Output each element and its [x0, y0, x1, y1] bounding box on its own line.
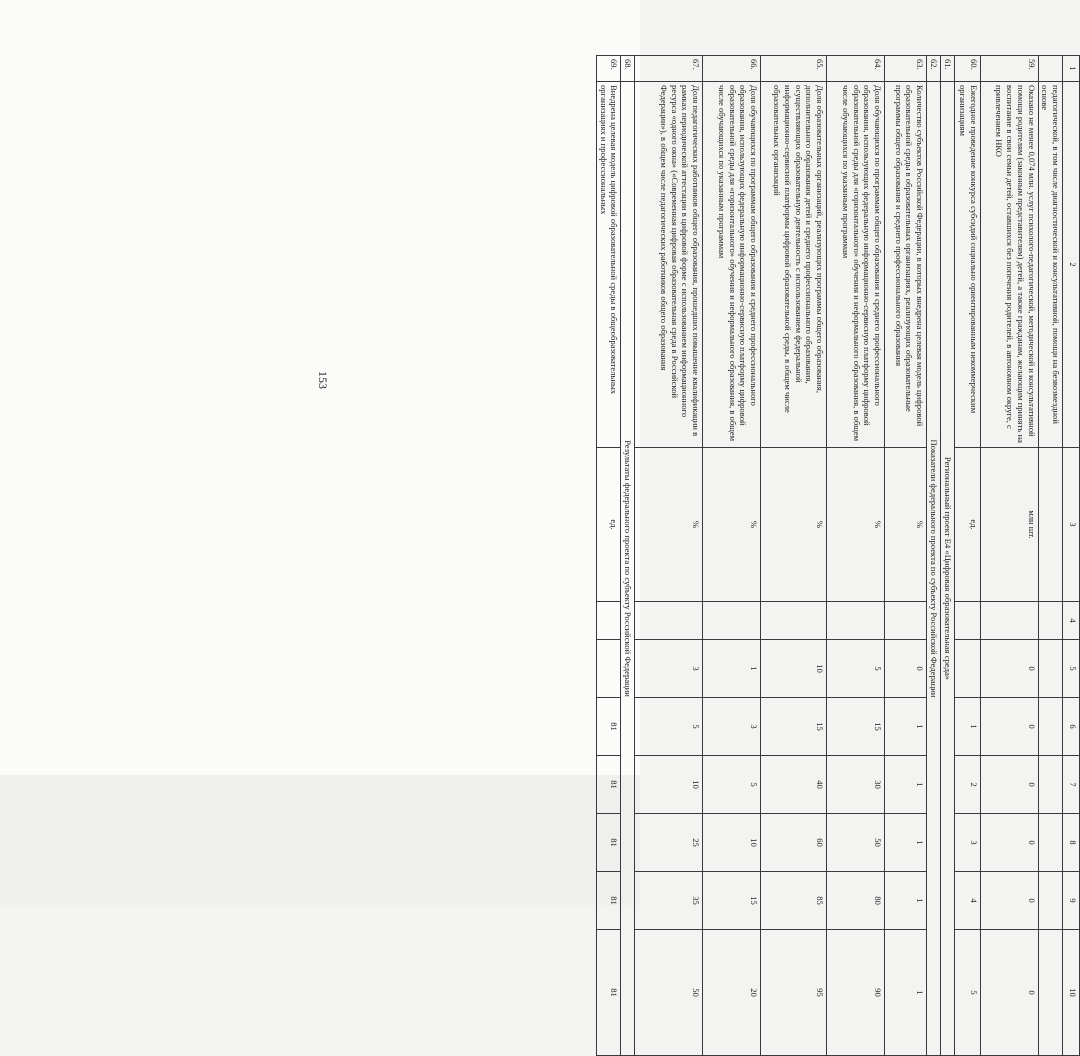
- section-row: [927, 56, 941, 1056]
- value-cell: 20: [703, 930, 761, 1056]
- value-cell: 95: [761, 930, 827, 1056]
- value-cell: 5: [703, 756, 761, 814]
- value-cell: [980, 602, 1038, 640]
- section-row: [621, 56, 635, 1056]
- row-number-cell: 59.: [980, 56, 1038, 82]
- value-cell: 80: [827, 872, 885, 930]
- value-cell: 5: [635, 698, 703, 756]
- header-cell: 5: [1063, 640, 1080, 698]
- value-cell: 3: [703, 698, 761, 756]
- value-cell: 50: [635, 930, 703, 1056]
- table-row: [827, 56, 885, 1056]
- table-row: [954, 56, 980, 1056]
- value-cell: 1: [885, 872, 927, 930]
- header-cell: 4: [1063, 602, 1080, 640]
- row-number-cell: 65.: [761, 56, 827, 82]
- indicator-name-cell: Доля педагогических работников общего образования, прошедших повышение квалификации в рамках периодической аттестации в цифровой форме с использованием информационного ресурса «одного окна» («Современная цифровая образовательная среда в Российской Федерации»), в общем числе педагогических работников общего образования: [635, 82, 703, 448]
- value-cell: 0: [980, 756, 1038, 814]
- table-row: [980, 56, 1038, 1056]
- value-cell: [1038, 698, 1062, 756]
- unit-cell: %: [761, 448, 827, 602]
- value-cell: 10: [635, 756, 703, 814]
- header-cell: 6: [1063, 698, 1080, 756]
- value-cell: [1038, 930, 1062, 1056]
- value-cell: 4: [954, 872, 980, 930]
- value-cell: 10: [761, 640, 827, 698]
- header-cell: 1: [1063, 56, 1080, 82]
- value-cell: 0: [980, 930, 1038, 1056]
- indicator-name-cell: Внедрена целевая модель цифровой образовательной среды в общеобразовательных организациях и профессиональных: [596, 82, 620, 448]
- row-number-cell: 60.: [954, 56, 980, 82]
- value-cell: 0: [980, 698, 1038, 756]
- indicator-name-cell: Ежегодное проведение конкурса субсидий социально ориентированным некоммерческим организациям: [954, 82, 980, 448]
- value-cell: 15: [827, 698, 885, 756]
- value-cell: [1038, 814, 1062, 872]
- indicator-name-cell: Доля обучающихся по программам общего образования и среднего профессионального образования, использующих федеральную информационно-сервисную платформу цифровой образовательной среды для «горизонтального» обучения и неформального образования, в общем числе обучающихся по указанным программам: [827, 82, 885, 448]
- row-number-cell: 69.: [596, 56, 620, 82]
- page-number: 153: [316, 371, 330, 389]
- row-number-cell: 64.: [827, 56, 885, 82]
- value-cell: 1: [703, 640, 761, 698]
- value-cell: 3: [635, 640, 703, 698]
- value-cell: [1038, 872, 1062, 930]
- value-cell: 15: [761, 698, 827, 756]
- value-cell: [954, 602, 980, 640]
- value-cell: 1: [954, 698, 980, 756]
- section-title-cell: Показатели федерального проекта по субъекту Российской Федерации: [927, 82, 941, 1056]
- row-number-cell: 61.: [940, 56, 954, 82]
- row-number-cell: 62.: [927, 56, 941, 82]
- value-cell: 1: [885, 814, 927, 872]
- value-cell: 85: [761, 872, 827, 930]
- section-title-cell: Результаты федерального проекта по субъекту Российской Федерации: [621, 82, 635, 1056]
- row-number-cell: [1038, 56, 1062, 82]
- value-cell: 25: [635, 814, 703, 872]
- header-cell: 7: [1063, 756, 1080, 814]
- value-cell: 0: [885, 640, 927, 698]
- value-cell: 35: [635, 872, 703, 930]
- header-cell: 9: [1063, 872, 1080, 930]
- value-cell: [761, 602, 827, 640]
- unit-cell: ед.: [596, 448, 620, 602]
- value-cell: [1038, 640, 1062, 698]
- rotated-table-container: [578, 55, 1080, 1055]
- unit-cell: %: [885, 448, 927, 602]
- unit-cell: млн шт.: [980, 448, 1038, 602]
- value-cell: 81: [596, 814, 620, 872]
- value-cell: 81: [596, 756, 620, 814]
- unit-cell: %: [703, 448, 761, 602]
- value-cell: [635, 602, 703, 640]
- row-number-cell: 68.: [621, 56, 635, 82]
- value-cell: [885, 602, 927, 640]
- unit-cell: [1038, 448, 1062, 602]
- value-cell: [827, 602, 885, 640]
- value-cell: 40: [761, 756, 827, 814]
- value-cell: 10: [703, 814, 761, 872]
- section-title-cell: Региональный проект Е4 «Цифровая образовательная среда»: [940, 82, 954, 1056]
- indicators-table: [596, 55, 1080, 1056]
- value-cell: 1: [885, 930, 927, 1056]
- indicator-name-cell: Доля обучающихся по программам общего образования и среднего профессионального образования, использующих федеральную информационно-сервисную платформу цифровой образовательной среды для «горизонтального» обучения и неформального образования, в общем числе обучающихся по указанным программам: [703, 82, 761, 448]
- value-cell: [954, 640, 980, 698]
- value-cell: 1: [885, 698, 927, 756]
- value-cell: 15: [703, 872, 761, 930]
- header-cell: 8: [1063, 814, 1080, 872]
- value-cell: 0: [980, 814, 1038, 872]
- unit-cell: ед.: [954, 448, 980, 602]
- table-row: [635, 56, 703, 1056]
- value-cell: [596, 640, 620, 698]
- value-cell: 81: [596, 698, 620, 756]
- table-row: [1038, 56, 1062, 1056]
- value-cell: 5: [827, 640, 885, 698]
- value-cell: [1038, 602, 1062, 640]
- value-cell: 0: [980, 640, 1038, 698]
- value-cell: 1: [885, 756, 927, 814]
- table-row: [761, 56, 827, 1056]
- indicator-name-cell: Количество субъектов Российской Федерации, в которых внедрена целевая модель цифровой образовательной среды в образовательных организациях, реализующих образовательные программы общего образования и среднего профессионального образования: [885, 82, 927, 448]
- table-row: [703, 56, 761, 1056]
- value-cell: 90: [827, 930, 885, 1056]
- row-number-cell: 63.: [885, 56, 927, 82]
- indicator-name-cell: Доля образовательных организаций, реализующих программы общего образования, дополнительного образования детей и среднего профессионального образования, осуществляющих образовательную деятельность с использованием федеральной информационно-сервисной платформы цифровой образовательной среды, в общем числе образовательных организаций: [761, 82, 827, 448]
- value-cell: 2: [954, 756, 980, 814]
- row-number-cell: 67.: [635, 56, 703, 82]
- value-cell: [596, 602, 620, 640]
- value-cell: 3: [954, 814, 980, 872]
- value-cell: 5: [954, 930, 980, 1056]
- indicator-name-cell: Оказано не менее 0,074 млн. услуг психолого-педагогической, методической и консультативной помощи родителям (законным представителям) детей, а также гражданам, желающим принять на воспитание в свои семьи детей, оставшихся без попечения родителей, в автономном округе, с привлечением НКО: [980, 82, 1038, 448]
- unit-cell: %: [635, 448, 703, 602]
- value-cell: 30: [827, 756, 885, 814]
- header-cell: 3: [1063, 448, 1080, 602]
- header-cell: 2: [1063, 82, 1080, 448]
- row-number-cell: 66.: [703, 56, 761, 82]
- header-cell: 10: [1063, 930, 1080, 1056]
- value-cell: 60: [761, 814, 827, 872]
- page-background: [0, 775, 640, 905]
- value-cell: [1038, 756, 1062, 814]
- value-cell: 0: [980, 872, 1038, 930]
- section-row: [940, 56, 954, 1056]
- value-cell: 50: [827, 814, 885, 872]
- indicator-name-cell: педагогической, в том числе диагностической и консультативной, помощи на безвозмездной основе: [1038, 82, 1062, 448]
- table-row: [885, 56, 927, 1056]
- table-row: [596, 56, 620, 1056]
- value-cell: 81: [596, 872, 620, 930]
- header-row: [1063, 56, 1080, 1056]
- value-cell: 81: [596, 930, 620, 1056]
- unit-cell: %: [827, 448, 885, 602]
- value-cell: [703, 602, 761, 640]
